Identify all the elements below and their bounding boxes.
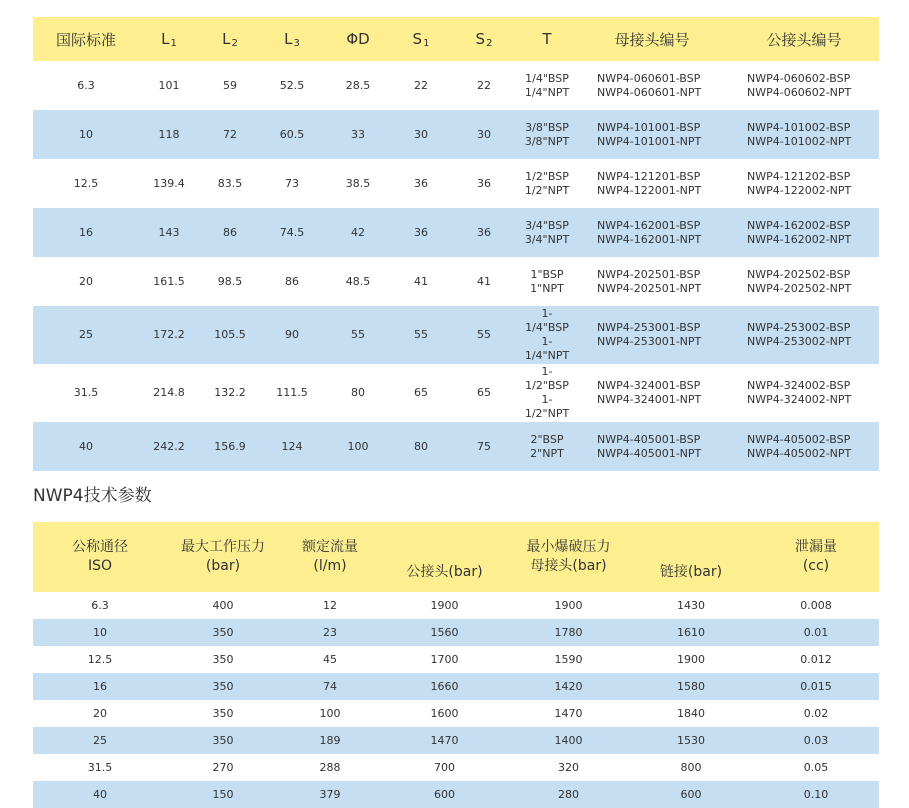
header-t: T <box>519 17 575 61</box>
cell-thread <box>519 159 575 208</box>
cell-pressure: 350 <box>167 673 279 700</box>
cell-thread-line: 3/4"NPT <box>524 232 570 246</box>
cell-l3: 90 <box>261 306 323 364</box>
cell-male-burst: 1900 <box>381 592 508 619</box>
header-nominal-diameter: 公称通径 ISO <box>33 522 167 592</box>
cell-male-code <box>729 422 879 471</box>
header-rated-flow: 额定流量 (l/m) <box>279 522 381 592</box>
header-linked-burst: 链接(bar) <box>629 522 753 592</box>
cell-thread-line: 2"NPT <box>530 446 564 460</box>
header-l1: L1 <box>139 17 199 61</box>
cell-female-code-line: NWP4-060601-NPT <box>597 85 702 99</box>
header-female-code: 母接头编号 <box>575 17 729 61</box>
dimensions-header-row <box>33 17 879 61</box>
cell-iso: 31.5 <box>33 364 139 422</box>
cell-leakage: 0.01 <box>753 619 879 646</box>
cell-iso: 10 <box>33 110 139 159</box>
header-s2: S2 <box>449 17 519 61</box>
table-row <box>33 61 879 110</box>
cell-phid: 55 <box>323 306 393 364</box>
cell-male-code-line: NWP4-253002-NPT <box>747 335 852 348</box>
table-row <box>33 781 879 808</box>
header-leakage: 泄漏量 (cc) <box>753 522 879 592</box>
cell-male-code <box>729 208 879 257</box>
table-row <box>33 422 879 471</box>
cell-l2: 86 <box>199 208 261 257</box>
cell-female-code-line: NWP4-162001-NPT <box>597 232 702 246</box>
cell-male-burst: 1560 <box>381 619 508 646</box>
cell-thread-line: 1-1/2"BSP <box>525 365 569 392</box>
cell-iso: 6.3 <box>33 61 139 110</box>
table-row <box>33 306 879 364</box>
cell-female-code-line: NWP4-253001-NPT <box>597 335 702 348</box>
cell-iso: 40 <box>33 422 139 471</box>
cell-thread <box>519 110 575 159</box>
cell-male-code-line: NWP4-324002-NPT <box>747 393 852 406</box>
cell-male-burst: 1700 <box>381 646 508 673</box>
cell-leakage: 0.10 <box>753 781 879 808</box>
cell-l3: 111.5 <box>261 364 323 422</box>
cell-pressure: 150 <box>167 781 279 808</box>
cell-female-code-line: NWP4-101001-BSP <box>597 120 701 134</box>
cell-phid: 48.5 <box>323 257 393 306</box>
cell-thread <box>519 208 575 257</box>
cell-thread <box>519 364 575 422</box>
header-s1: S1 <box>393 17 449 61</box>
cell-leakage: 0.05 <box>753 754 879 781</box>
cell-female-code <box>575 257 729 306</box>
cell-flow: 100 <box>279 700 381 727</box>
cell-nominal: 20 <box>33 700 167 727</box>
cell-female-code-line: NWP4-324001-NPT <box>597 393 702 406</box>
cell-nominal: 16 <box>33 673 167 700</box>
header-female-burst: 最小爆破压力 母接头(bar) <box>508 522 629 592</box>
cell-male-burst: 1470 <box>381 727 508 754</box>
cell-female-code-line: NWP4-253001-BSP <box>597 321 701 334</box>
cell-female-code <box>575 159 729 208</box>
cell-male-code-line: NWP4-060602-NPT <box>747 85 852 99</box>
cell-female-code-line: NWP4-324001-BSP <box>597 379 701 392</box>
cell-thread-line: 1"NPT <box>530 281 564 295</box>
cell-male-code-line: NWP4-162002-NPT <box>747 232 852 246</box>
cell-thread <box>519 306 575 364</box>
cell-nominal: 12.5 <box>33 646 167 673</box>
cell-l2: 156.9 <box>199 422 261 471</box>
cell-female-burst: 1470 <box>508 700 629 727</box>
cell-iso: 12.5 <box>33 159 139 208</box>
cell-female-code-line: NWP4-122001-NPT <box>597 183 702 197</box>
cell-pressure: 350 <box>167 619 279 646</box>
header-l3: L3 <box>261 17 323 61</box>
cell-l2: 105.5 <box>199 306 261 364</box>
cell-thread-line: 3/8"BSP <box>525 120 569 134</box>
cell-pressure: 350 <box>167 727 279 754</box>
cell-male-code-line: NWP4-324002-BSP <box>747 379 851 392</box>
dimensions-table <box>33 17 879 471</box>
cell-nominal: 6.3 <box>33 592 167 619</box>
tech-header-row <box>33 522 879 592</box>
cell-l3: 60.5 <box>261 110 323 159</box>
cell-l3: 86 <box>261 257 323 306</box>
cell-s2: 65 <box>449 364 519 422</box>
cell-female-burst: 280 <box>508 781 629 808</box>
cell-l1: 143 <box>139 208 199 257</box>
table-row <box>33 364 879 422</box>
cell-l2: 132.2 <box>199 364 261 422</box>
cell-iso: 25 <box>33 306 139 364</box>
cell-l3: 124 <box>261 422 323 471</box>
cell-s2: 55 <box>449 306 519 364</box>
cell-female-burst: 1400 <box>508 727 629 754</box>
cell-nominal: 40 <box>33 781 167 808</box>
cell-female-code <box>575 61 729 110</box>
cell-phid: 38.5 <box>323 159 393 208</box>
cell-linked-burst: 600 <box>629 781 753 808</box>
cell-thread <box>519 422 575 471</box>
cell-thread-line: 1-1/4"BSP <box>525 307 569 334</box>
cell-male-burst: 600 <box>381 781 508 808</box>
cell-male-code-line: NWP4-101002-NPT <box>747 134 852 148</box>
header-l2: L2 <box>199 17 261 61</box>
cell-nominal: 31.5 <box>33 754 167 781</box>
cell-l3: 52.5 <box>261 61 323 110</box>
cell-male-code-line: NWP4-202502-BSP <box>747 267 851 281</box>
cell-s2: 22 <box>449 61 519 110</box>
cell-s1: 30 <box>393 110 449 159</box>
section-title: NWP4技术参数 <box>33 486 152 506</box>
cell-female-code-line: NWP4-121201-BSP <box>597 169 701 183</box>
cell-male-code-line: NWP4-122002-NPT <box>747 183 852 197</box>
cell-female-code-line: NWP4-101001-NPT <box>597 134 702 148</box>
cell-female-code <box>575 208 729 257</box>
cell-thread <box>519 61 575 110</box>
cell-female-code <box>575 422 729 471</box>
cell-thread-line: 1/2"NPT <box>524 183 570 197</box>
cell-l1: 161.5 <box>139 257 199 306</box>
cell-thread-line: 1/4"NPT <box>524 85 570 99</box>
cell-l1: 101 <box>139 61 199 110</box>
cell-s1: 22 <box>393 61 449 110</box>
cell-male-code-line: NWP4-253002-BSP <box>747 321 851 334</box>
cell-nominal: 25 <box>33 727 167 754</box>
cell-flow: 288 <box>279 754 381 781</box>
table-row <box>33 727 879 754</box>
cell-nominal: 10 <box>33 619 167 646</box>
cell-linked-burst: 1530 <box>629 727 753 754</box>
table-row <box>33 646 879 673</box>
cell-thread-line: 2"BSP <box>530 432 564 446</box>
table-row <box>33 208 879 257</box>
cell-male-code-line: NWP4-202502-NPT <box>747 281 852 295</box>
cell-phid: 42 <box>323 208 393 257</box>
cell-flow: 23 <box>279 619 381 646</box>
cell-male-code <box>729 364 879 422</box>
cell-iso: 16 <box>33 208 139 257</box>
header-iso: 国际标准 <box>33 17 139 61</box>
cell-l3: 74.5 <box>261 208 323 257</box>
cell-s2: 36 <box>449 208 519 257</box>
cell-leakage: 0.008 <box>753 592 879 619</box>
cell-flow: 379 <box>279 781 381 808</box>
cell-male-code <box>729 61 879 110</box>
cell-female-burst: 320 <box>508 754 629 781</box>
cell-pressure: 350 <box>167 646 279 673</box>
cell-l2: 98.5 <box>199 257 261 306</box>
cell-s2: 30 <box>449 110 519 159</box>
cell-phid: 100 <box>323 422 393 471</box>
cell-male-burst: 1660 <box>381 673 508 700</box>
cell-female-burst: 1590 <box>508 646 629 673</box>
table-row <box>33 754 879 781</box>
cell-s1: 55 <box>393 306 449 364</box>
cell-linked-burst: 1430 <box>629 592 753 619</box>
cell-phid: 33 <box>323 110 393 159</box>
cell-female-code <box>575 306 729 364</box>
cell-l1: 172.2 <box>139 306 199 364</box>
cell-female-code-line: NWP4-405001-NPT <box>597 446 702 460</box>
cell-male-code-line: NWP4-121202-BSP <box>747 169 851 183</box>
table-row <box>33 700 879 727</box>
cell-female-code-line: NWP4-405001-BSP <box>597 432 701 446</box>
cell-flow: 45 <box>279 646 381 673</box>
cell-female-code-line: NWP4-202501-NPT <box>597 281 702 295</box>
cell-l1: 214.8 <box>139 364 199 422</box>
cell-l1: 139.4 <box>139 159 199 208</box>
cell-s1: 41 <box>393 257 449 306</box>
cell-male-burst: 1600 <box>381 700 508 727</box>
cell-flow: 74 <box>279 673 381 700</box>
cell-male-code-line: NWP4-162002-BSP <box>747 218 851 232</box>
cell-l1: 242.2 <box>139 422 199 471</box>
dimensions-body <box>33 61 879 471</box>
cell-s1: 36 <box>393 208 449 257</box>
cell-thread-line: 3/8"NPT <box>524 134 570 148</box>
cell-thread <box>519 257 575 306</box>
cell-linked-burst: 1610 <box>629 619 753 646</box>
cell-leakage: 0.012 <box>753 646 879 673</box>
table-row <box>33 673 879 700</box>
cell-thread-line: 1"BSP <box>530 267 564 281</box>
cell-thread-line: 3/4"BSP <box>525 218 569 232</box>
cell-thread-line: 1-1/4"NPT <box>524 335 570 362</box>
cell-female-code-line: NWP4-060601-BSP <box>597 71 701 85</box>
cell-l2: 83.5 <box>199 159 261 208</box>
cell-s1: 65 <box>393 364 449 422</box>
cell-male-burst: 700 <box>381 754 508 781</box>
header-male-code: 公接头编号 <box>729 17 879 61</box>
cell-l3: 73 <box>261 159 323 208</box>
cell-female-code-line: NWP4-202501-BSP <box>597 267 701 281</box>
header-phid: ΦD <box>323 17 393 61</box>
cell-female-code <box>575 110 729 159</box>
cell-l1: 118 <box>139 110 199 159</box>
cell-phid: 80 <box>323 364 393 422</box>
table-row <box>33 110 879 159</box>
cell-leakage: 0.03 <box>753 727 879 754</box>
cell-s2: 75 <box>449 422 519 471</box>
cell-s1: 80 <box>393 422 449 471</box>
cell-flow: 189 <box>279 727 381 754</box>
cell-l2: 59 <box>199 61 261 110</box>
cell-thread-line: 1/4"BSP <box>525 71 569 85</box>
table-row <box>33 159 879 208</box>
cell-s1: 36 <box>393 159 449 208</box>
cell-male-code-line: NWP4-405002-NPT <box>747 446 852 460</box>
header-max-pressure: 最大工作压力 (bar) <box>167 522 279 592</box>
table-row <box>33 257 879 306</box>
cell-pressure: 400 <box>167 592 279 619</box>
table-row <box>33 592 879 619</box>
cell-male-code <box>729 306 879 364</box>
cell-linked-burst: 1840 <box>629 700 753 727</box>
cell-s2: 36 <box>449 159 519 208</box>
cell-linked-burst: 800 <box>629 754 753 781</box>
cell-pressure: 270 <box>167 754 279 781</box>
cell-pressure: 350 <box>167 700 279 727</box>
cell-male-code-line: NWP4-405002-BSP <box>747 432 851 446</box>
cell-s2: 41 <box>449 257 519 306</box>
cell-male-code <box>729 257 879 306</box>
cell-phid: 28.5 <box>323 61 393 110</box>
cell-leakage: 0.02 <box>753 700 879 727</box>
cell-flow: 12 <box>279 592 381 619</box>
cell-female-burst: 1780 <box>508 619 629 646</box>
cell-male-code <box>729 110 879 159</box>
table-row <box>33 619 879 646</box>
cell-female-code <box>575 364 729 422</box>
cell-thread-line: 1/2"BSP <box>525 169 569 183</box>
cell-leakage: 0.015 <box>753 673 879 700</box>
cell-female-burst: 1420 <box>508 673 629 700</box>
cell-female-burst: 1900 <box>508 592 629 619</box>
cell-male-code-line: NWP4-060602-BSP <box>747 71 851 85</box>
tech-body <box>33 592 879 808</box>
cell-iso: 20 <box>33 257 139 306</box>
cell-male-code-line: NWP4-101002-BSP <box>747 120 851 134</box>
cell-female-code-line: NWP4-162001-BSP <box>597 218 701 232</box>
cell-linked-burst: 1900 <box>629 646 753 673</box>
cell-male-code <box>729 159 879 208</box>
header-male-burst: 公接头(bar) <box>381 522 508 592</box>
cell-linked-burst: 1580 <box>629 673 753 700</box>
cell-thread-line: 1-1/2"NPT <box>524 393 570 420</box>
cell-l2: 72 <box>199 110 261 159</box>
technical-parameters-table <box>33 522 879 808</box>
